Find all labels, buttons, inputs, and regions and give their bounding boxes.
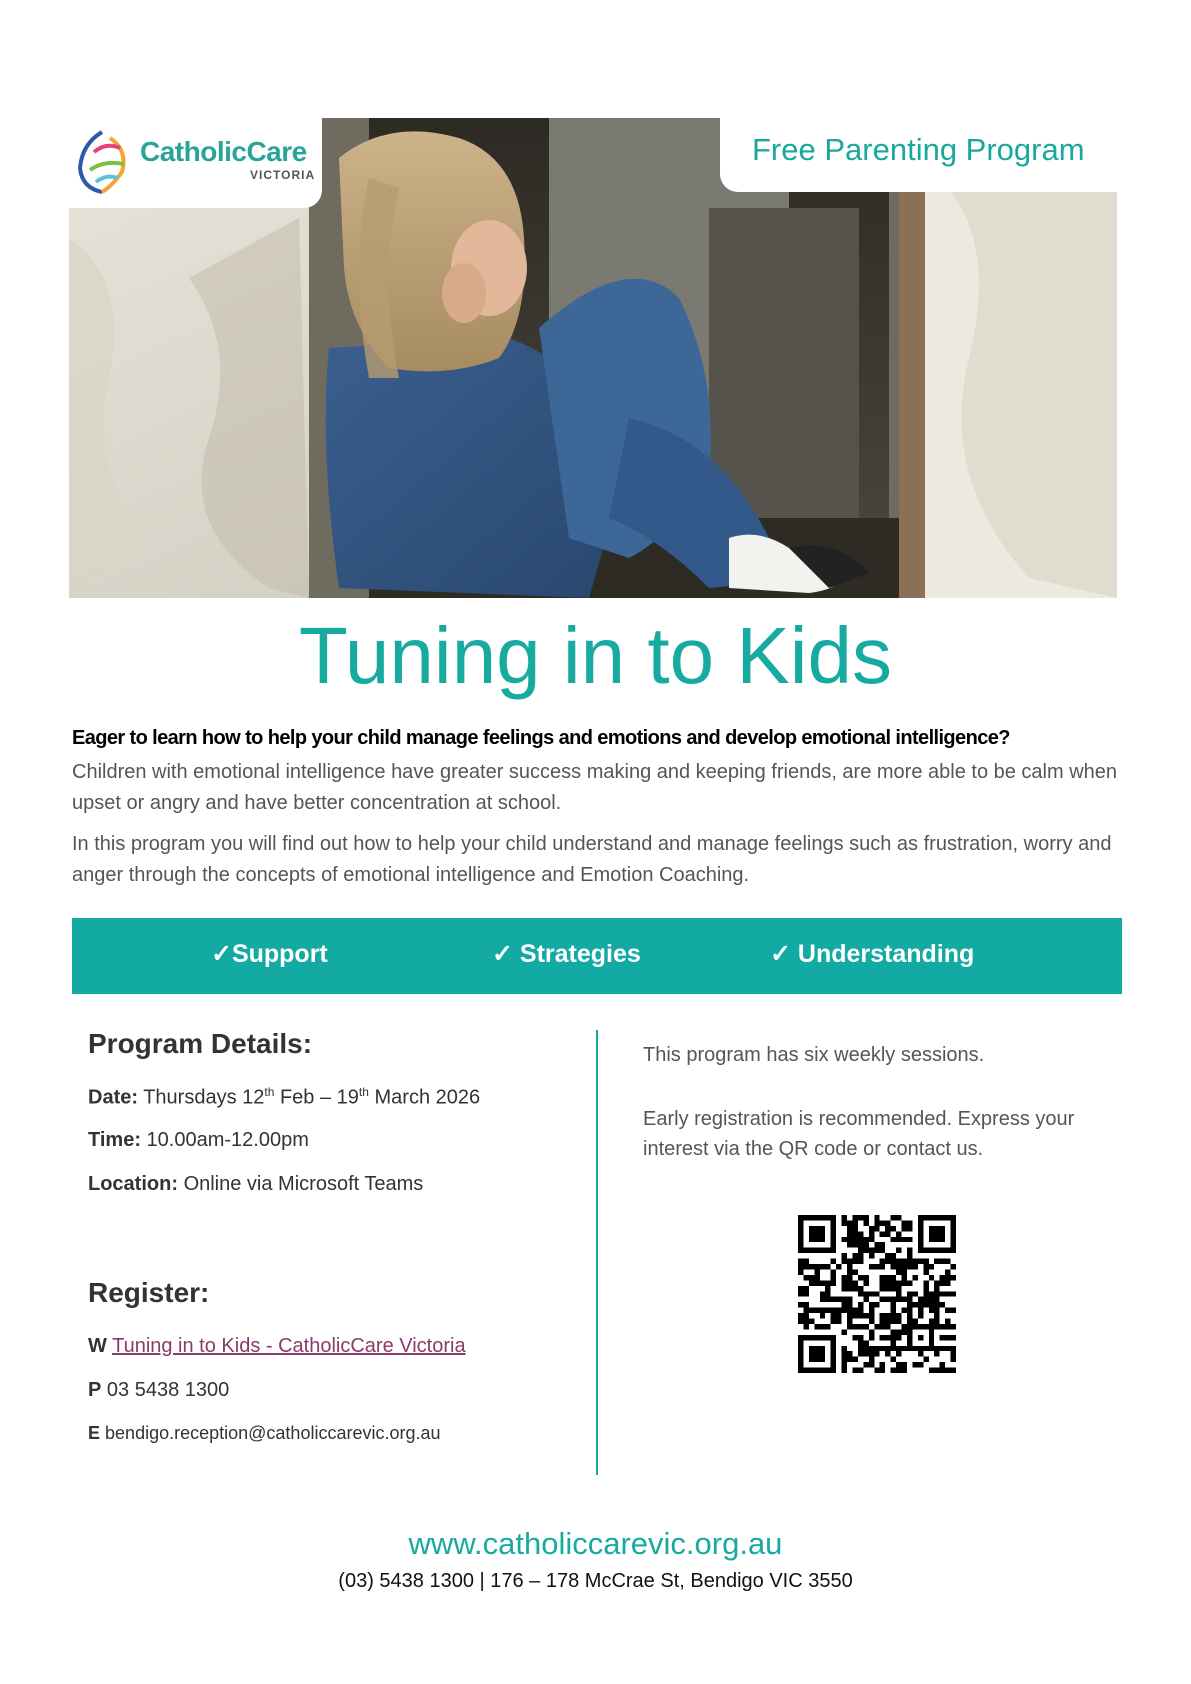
banner-item-strategies: ✓ Strategies bbox=[492, 940, 641, 968]
date-label: Date: bbox=[88, 1086, 139, 1109]
date-sup-1: th bbox=[264, 1085, 275, 1099]
register-heading: Register: bbox=[88, 1277, 210, 1308]
registration-link[interactable]: Tuning in to Kids - CatholicCare Victoria bbox=[112, 1335, 466, 1357]
column-divider bbox=[596, 1030, 598, 1475]
logo-subtitle: VICTORIA bbox=[250, 168, 316, 182]
date-value-mid: Feb – 19 bbox=[274, 1086, 359, 1109]
phone-label: P bbox=[88, 1379, 102, 1401]
email-line bbox=[88, 1423, 441, 1444]
footer-website[interactable]: www.catholiccarevic.org.au bbox=[408, 1526, 783, 1561]
web-label: W bbox=[88, 1335, 107, 1357]
date-value-start: Thursdays 12 bbox=[143, 1086, 265, 1109]
date-line bbox=[88, 1085, 480, 1110]
date-sup-2: th bbox=[358, 1085, 369, 1099]
banner-item-support: ✓Support bbox=[211, 940, 328, 968]
benefits-banner bbox=[72, 918, 1122, 994]
location-label: Location: bbox=[88, 1173, 178, 1195]
program-details-heading: Program Details: bbox=[88, 1028, 313, 1059]
location-line bbox=[88, 1173, 423, 1196]
email-label: E bbox=[88, 1423, 101, 1443]
email-value: bendigo.reception@catholiccarevic.org.au bbox=[105, 1423, 441, 1443]
location-value: Online via Microsoft Teams bbox=[183, 1173, 424, 1195]
sessions-text: This program has six weekly sessions. bbox=[643, 1044, 985, 1066]
logo-panel bbox=[60, 110, 322, 208]
program-tab-label: Free Parenting Program bbox=[752, 132, 1085, 167]
time-line bbox=[88, 1129, 309, 1152]
time-value: 10.00am-12.00pm bbox=[146, 1129, 309, 1151]
footer-address: (03) 5438 1300 | 176 – 178 McCrae St, Bendigo VIC 3550 bbox=[338, 1570, 853, 1592]
intro-paragraph-1: Children with emotional intelligence have greater success making and keeping friends, are more able to be calm when upset or angry and have better concentration at school. bbox=[72, 761, 1118, 814]
page-title: Tuning in to Kids bbox=[299, 611, 892, 700]
phone-line bbox=[88, 1379, 229, 1402]
qr-code[interactable] bbox=[798, 1215, 956, 1373]
logo-wordmark: CatholicCare bbox=[140, 136, 307, 167]
web-line bbox=[88, 1335, 466, 1358]
intro-paragraph-2: In this program you will find out how to help your child understand and manage feelings such as frustration, worry and anger through the concepts of emotional intelligence and Emotion Coaching. bbox=[72, 833, 1112, 886]
time-label: Time: bbox=[88, 1129, 141, 1151]
registration-note: Early registration is recommended. Express your interest via the QR code or contact us. bbox=[643, 1108, 1075, 1160]
logo-icon bbox=[72, 124, 140, 201]
banner-item-understanding: ✓ Understanding bbox=[770, 940, 975, 968]
program-tab bbox=[720, 110, 1120, 192]
phone-value: 03 5438 1300 bbox=[106, 1379, 230, 1401]
intro-lead: Eager to learn how to help your child manage feelings and emotions and develop emotional intelligence? bbox=[72, 727, 1010, 749]
date-value-end: March 2026 bbox=[368, 1086, 481, 1109]
